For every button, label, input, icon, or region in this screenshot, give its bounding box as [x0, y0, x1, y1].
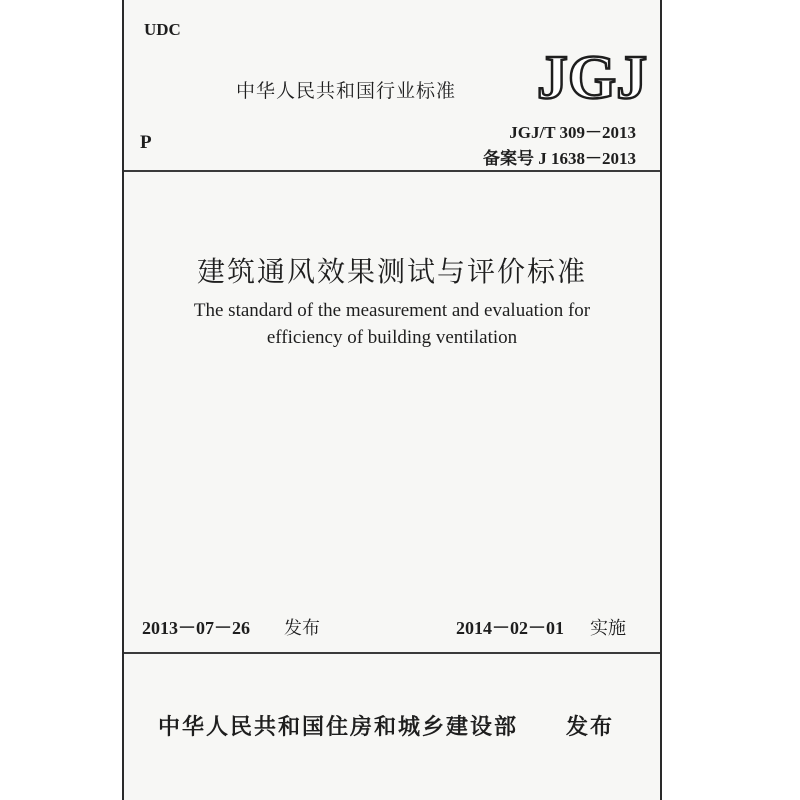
top-divider	[124, 170, 660, 172]
implementation-date: 2014－02－01	[456, 618, 564, 638]
book-cover	[122, 0, 662, 800]
title-english-line1: The standard of the measurement and evaluation for	[193, 300, 591, 321]
issue-label: 发布	[284, 618, 320, 639]
title-chinese: 建筑通风效果测试与评价标准	[196, 255, 587, 288]
jgj-logo	[536, 40, 648, 108]
bottom-divider	[124, 652, 660, 654]
publisher-label: 发布	[566, 715, 615, 740]
classification-code: P	[140, 132, 152, 153]
title-english-line2: efficiency of building ventilation	[266, 327, 518, 348]
jgj-logo-text: JGJ	[536, 44, 648, 108]
standard-number: JGJ/T 309－2013	[509, 123, 636, 142]
issue-date: 2013－07－26	[142, 618, 250, 638]
implementation-label: 实施	[590, 618, 626, 639]
udc-label: UDC	[144, 20, 181, 39]
industry-standard-heading: 中华人民共和国行业标准	[236, 80, 457, 102]
filing-number: 备案号 J 1638－2013	[483, 149, 636, 168]
publisher-name: 中华人民共和国住房和城乡建设部	[158, 715, 519, 740]
